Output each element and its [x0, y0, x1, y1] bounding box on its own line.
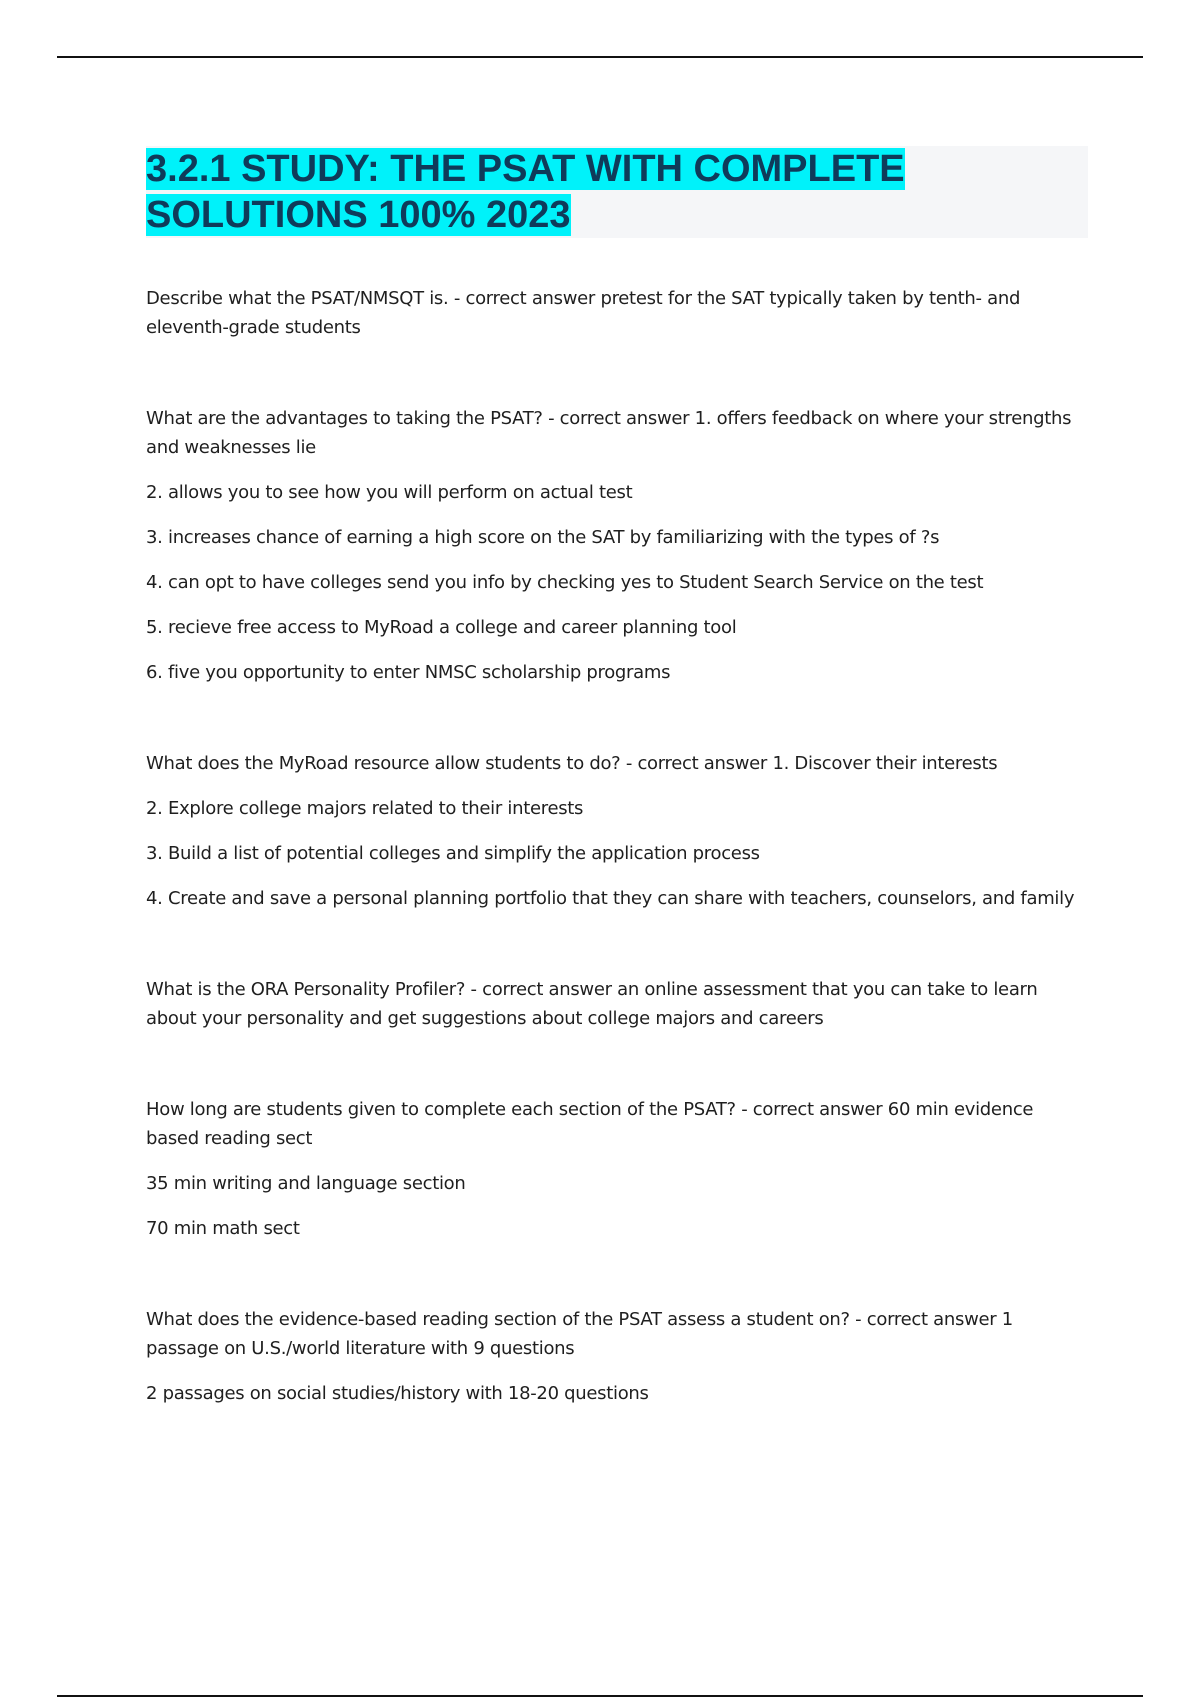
qa-answer-line: 35 min writing and language section [146, 1173, 466, 1194]
footer-rule [57, 1695, 1143, 1697]
header-rule [57, 56, 1143, 58]
qa-list [146, 284, 1076, 1470]
qa-answer-line: 3. increases chance of earning a high score on the SAT by familiarizing with the types of ?s [146, 527, 940, 548]
qa-answer-line: 2. allows you to see how you will perform on actual test [146, 482, 633, 503]
qa-item [146, 1305, 1076, 1408]
qa-answer-line: 2. Explore college majors related to their interests [146, 798, 584, 819]
qa-question: What is the ORA Personality Profiler? - correct answer an online assessment that you can take to learn about your personality and get suggestions about college majors and careers [146, 979, 1038, 1029]
title-line-2: SOLUTIONS 100% 2023 [146, 194, 571, 236]
title-line-1: 3.2.1 STUDY: THE PSAT WITH COMPLETE [146, 148, 905, 190]
qa-item [146, 975, 1076, 1033]
qa-item [146, 1095, 1076, 1243]
qa-item [146, 404, 1076, 687]
qa-item [146, 749, 1076, 913]
qa-item [146, 284, 1076, 342]
qa-question: What does the MyRoad resource allow students to do? - correct answer 1. Discover their interests [146, 753, 998, 774]
qa-answer-line: 3. Build a list of potential colleges and simplify the application process [146, 843, 760, 864]
qa-question: Describe what the PSAT/NMSQT is. - correct answer pretest for the SAT typically taken by tenth- and eleventh-grade students [146, 288, 1021, 338]
document-title [146, 146, 1088, 238]
qa-answer-line: 70 min math sect [146, 1218, 300, 1239]
qa-question: What does the evidence-based reading section of the PSAT assess a student on? - correct answer 1 passage on U.S./world literature with 9 questions [146, 1309, 1013, 1359]
title-block [146, 146, 1088, 238]
qa-answer-line: 4. can opt to have colleges send you info by checking yes to Student Search Service on the test [146, 572, 984, 593]
qa-answer-line: 6. five you opportunity to enter NMSC scholarship programs [146, 662, 671, 683]
qa-question: How long are students given to complete each section of the PSAT? - correct answer 60 min evidence based reading sect [146, 1099, 1034, 1149]
qa-question: What are the advantages to taking the PSAT? - correct answer 1. offers feedback on where your strengths and weaknesses lie [146, 408, 1072, 458]
qa-answer-line: 2 passages on social studies/history with 18-20 questions [146, 1383, 649, 1404]
qa-answer-line: 5. recieve free access to MyRoad a college and career planning tool [146, 617, 737, 638]
qa-answer-line: 4. Create and save a personal planning portfolio that they can share with teachers, counselors, and family [146, 888, 1075, 909]
